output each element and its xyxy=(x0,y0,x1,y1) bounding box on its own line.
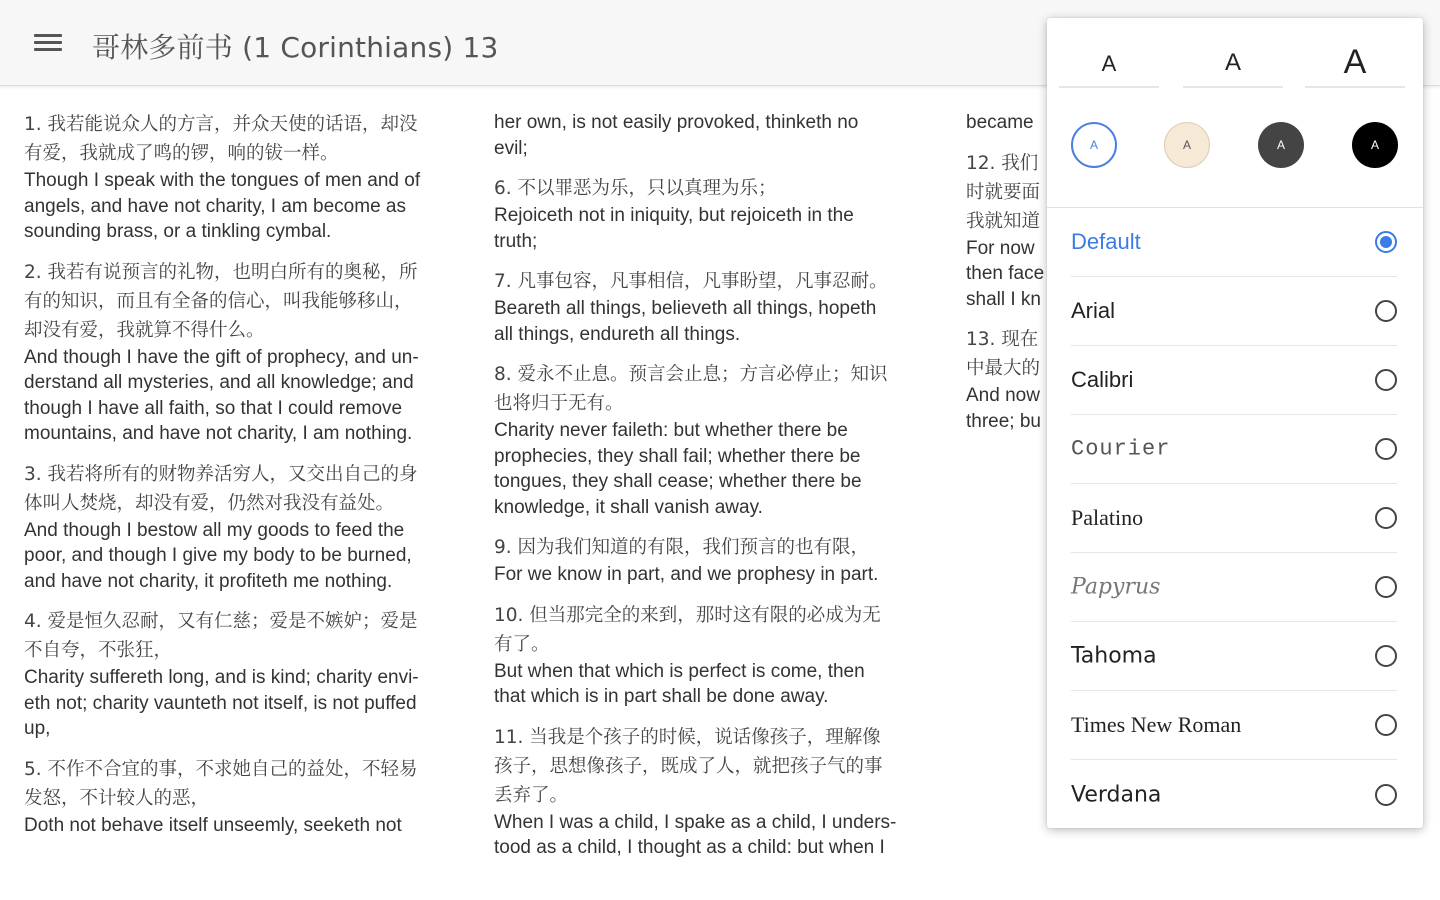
verse-en-line: up, xyxy=(24,718,51,739)
theme-selector xyxy=(1047,114,1423,208)
verse-en-line: her own, is not easily provoked, thinketh no xyxy=(494,112,859,133)
verse-en-line: When I was a child, I spake as a child, I unders- xyxy=(494,811,897,833)
font-option-arial[interactable] xyxy=(1071,277,1397,346)
verse-en-line: though I have all faith, so that I could remove xyxy=(24,397,403,419)
verse-en-line: shall I kn xyxy=(966,288,1041,310)
verse-zh-line: 却没有爱，我就算不得什么。 xyxy=(24,319,265,341)
text-column-3 xyxy=(966,110,1056,870)
verse-en-line: knowledge, it shall vanish away. xyxy=(494,496,763,518)
verse-zh-line: 有的知识，而且有全备的信心，叫我能够移山， xyxy=(24,290,413,312)
radio-icon[interactable] xyxy=(1375,369,1397,391)
verse-en-line: And though I bestow all my goods to feed the xyxy=(24,519,405,541)
font-option-calibri[interactable] xyxy=(1071,346,1397,415)
verse-zh-line: 9. 因为我们知道的有限，我们预言的也有限， xyxy=(494,537,870,558)
verse-en-line: For now xyxy=(966,237,1035,259)
radio-icon[interactable] xyxy=(1375,300,1397,322)
verse-en-line: But when that which is perfect is come, then xyxy=(494,660,865,682)
verse-en-line: mountains, and have not charity, I am nothing. xyxy=(24,423,413,444)
verse-zh-line: 1. 我若能说众人的方言，并众天使的话语，却没 xyxy=(24,114,418,135)
verse-zh-line: 有了。 xyxy=(494,633,550,655)
verse-3 xyxy=(24,460,470,595)
radio-icon[interactable] xyxy=(1375,507,1397,529)
theme-dark-button[interactable]: A xyxy=(1258,122,1304,168)
hamburger-menu-icon[interactable] xyxy=(30,30,66,56)
verse-zh-line: 2. 我若有说预言的礼物，也明白所有的奥秘，所 xyxy=(24,261,418,283)
font-option-label: Times New Roman xyxy=(1071,712,1242,737)
font-option-default[interactable] xyxy=(1071,208,1397,277)
verse-en-line: Charity suffereth long, and is kind; charity envi- xyxy=(24,667,419,688)
verse-en-line: three; bu xyxy=(966,410,1041,432)
verse-zh-line: 10. 但当那完全的来到，那时这有限的必成为无 xyxy=(494,604,881,626)
verse-13 xyxy=(966,325,1056,434)
verse-7 xyxy=(494,267,944,347)
verse-en-line: eth not; charity vaunteth not itself, is not puffed xyxy=(24,692,417,714)
theme-light-button[interactable]: A xyxy=(1071,122,1117,168)
verse-zh-line: 发怒，不计较人的恶， xyxy=(24,787,210,809)
font-option-label: Verdana xyxy=(1071,782,1162,807)
verse-en-line: sounding brass, or a tinkling cymbal. xyxy=(24,221,332,242)
font-size-small-button[interactable]: A xyxy=(1059,40,1159,88)
verse-en-line: then face xyxy=(966,263,1045,284)
verse-en-line: and have not charity, it profiteth me nothing. xyxy=(24,570,393,592)
verse-zh-line: 不自夸，不张狂， xyxy=(24,640,173,661)
radio-icon[interactable] xyxy=(1375,784,1397,806)
verse-en-line: angels, and have not charity, I am become as xyxy=(24,195,406,217)
verse-zh-line: 3. 我若将所有的财物养活穷人，又交出自己的身 xyxy=(24,463,418,485)
verse-en-line: derstand all mysteries, and all knowledge; and xyxy=(24,372,414,393)
verse-en-line: Doth not behave itself unseemly, seeketh not xyxy=(24,814,402,836)
verse-4 xyxy=(24,607,470,742)
verse-zh-line: 6. 不以罪恶为乐，只以真理为乐； xyxy=(494,178,777,199)
font-option-label: Arial xyxy=(1071,298,1116,323)
verse-en-line: became xyxy=(966,112,1034,133)
verse-zh-line: 我就知道 xyxy=(966,210,1041,232)
verse-zh-line: 4. 爱是恒久忍耐，又有仁慈；爱是不嫉妒；爱是 xyxy=(24,611,418,632)
verse-en-line: poor, and though I give my body to be burned, xyxy=(24,545,412,566)
verse-en-line: For we know in part, and we prophesy in part. xyxy=(494,564,879,585)
font-option-tahoma[interactable] xyxy=(1071,622,1397,691)
verse-en-line: tood as a child, I thought as a child: but when I xyxy=(494,837,885,858)
verse-5 xyxy=(24,755,470,839)
verse-zh-line: 5. 不作不合宜的事，不求她自己的益处，不轻易 xyxy=(24,758,418,780)
verse-en-line: evil; xyxy=(494,137,528,159)
verse-1 xyxy=(24,110,470,245)
theme-black-button[interactable]: A xyxy=(1352,122,1398,168)
font-option-label: Default xyxy=(1071,229,1141,254)
verse-en-line: prophecies, they shall fail; whether there be xyxy=(494,445,861,467)
verse-en-line: And now xyxy=(966,385,1040,406)
verse-11-continued xyxy=(966,110,1056,136)
font-size-medium-button[interactable]: A xyxy=(1183,40,1283,88)
verse-en-line: Though I speak with the tongues of men and of xyxy=(24,170,421,191)
verse-11 xyxy=(494,723,944,861)
verse-en-line: truth; xyxy=(494,230,538,252)
radio-icon[interactable] xyxy=(1375,714,1397,736)
verse-zh-line: 8. 爱永不止息。预言会止息；方言必停止；知识 xyxy=(494,364,888,385)
page-title: 哥林多前书 (1 Corinthians) 13 xyxy=(92,31,499,64)
font-family-list xyxy=(1047,208,1423,829)
verse-zh-line: 13. 现在 xyxy=(966,329,1039,350)
font-option-palatino[interactable] xyxy=(1071,484,1397,553)
radio-icon[interactable] xyxy=(1375,645,1397,667)
font-option-papyrus[interactable] xyxy=(1071,553,1397,622)
verse-zh-line: 12. 我们 xyxy=(966,152,1039,174)
font-option-label: Palatino xyxy=(1071,505,1144,530)
verse-en-line: that which is in part shall be done away. xyxy=(494,686,829,707)
verse-en-line: And though I have the gift of prophecy, and un- xyxy=(24,346,419,368)
verse-2 xyxy=(24,258,470,447)
font-option-label: Calibri xyxy=(1071,367,1134,392)
text-column-1 xyxy=(24,110,470,851)
verse-zh-line: 有爱，我就成了鸣的锣，响的钹一样。 xyxy=(24,143,339,164)
verse-zh-line: 体叫人焚烧，却没有爱，仍然对我没有益处。 xyxy=(24,492,395,514)
verse-zh-line: 11. 当我是个孩子的时候，说话像孩子，理解像 xyxy=(494,726,881,748)
radio-icon[interactable] xyxy=(1375,576,1397,598)
font-size-selector xyxy=(1047,18,1423,110)
font-size-large-button[interactable]: A xyxy=(1305,40,1405,88)
radio-selected-icon[interactable] xyxy=(1375,231,1397,253)
verse-zh-line: 丢弃了。 xyxy=(494,784,569,806)
font-option-times-new-roman[interactable] xyxy=(1071,691,1397,760)
verse-zh-line: 孩子，思想像孩子，既成了人，就把孩子气的事 xyxy=(494,755,883,777)
verse-en-line: all things, endureth all things. xyxy=(494,323,741,345)
verse-9 xyxy=(494,533,944,588)
verse-zh-line: 7. 凡事包容，凡事相信，凡事盼望，凡事忍耐。 xyxy=(494,271,888,292)
font-option-label: Tahoma xyxy=(1071,643,1157,669)
verse-12 xyxy=(966,149,1056,313)
theme-sepia-button[interactable]: A xyxy=(1164,122,1210,168)
font-option-label: Courier xyxy=(1071,436,1171,462)
verse-6 xyxy=(494,174,944,254)
verse-10 xyxy=(494,601,944,710)
text-column-2 xyxy=(494,110,944,874)
verse-8 xyxy=(494,360,944,520)
verse-zh-line: 时就要面 xyxy=(966,181,1041,203)
verse-zh-line: 也将归于无有。 xyxy=(494,393,624,414)
font-option-courier[interactable] xyxy=(1071,415,1397,484)
verse-en-line: Beareth all things, believeth all things, hopeth xyxy=(494,298,877,319)
verse-zh-line: 中最大的 xyxy=(966,358,1041,379)
verse-en-line: Charity never faileth: but whether there be xyxy=(494,420,848,441)
font-option-label: Papyrus xyxy=(1071,574,1161,600)
reader-settings-panel xyxy=(1047,18,1423,828)
verse-en-line: Rejoiceth not in iniquity, but rejoiceth in the xyxy=(494,205,854,226)
radio-icon[interactable] xyxy=(1375,438,1397,460)
verse-5-continued xyxy=(494,110,944,161)
font-option-verdana[interactable] xyxy=(1071,760,1397,829)
verse-en-line: tongues, they shall cease; whether there be xyxy=(494,471,862,492)
